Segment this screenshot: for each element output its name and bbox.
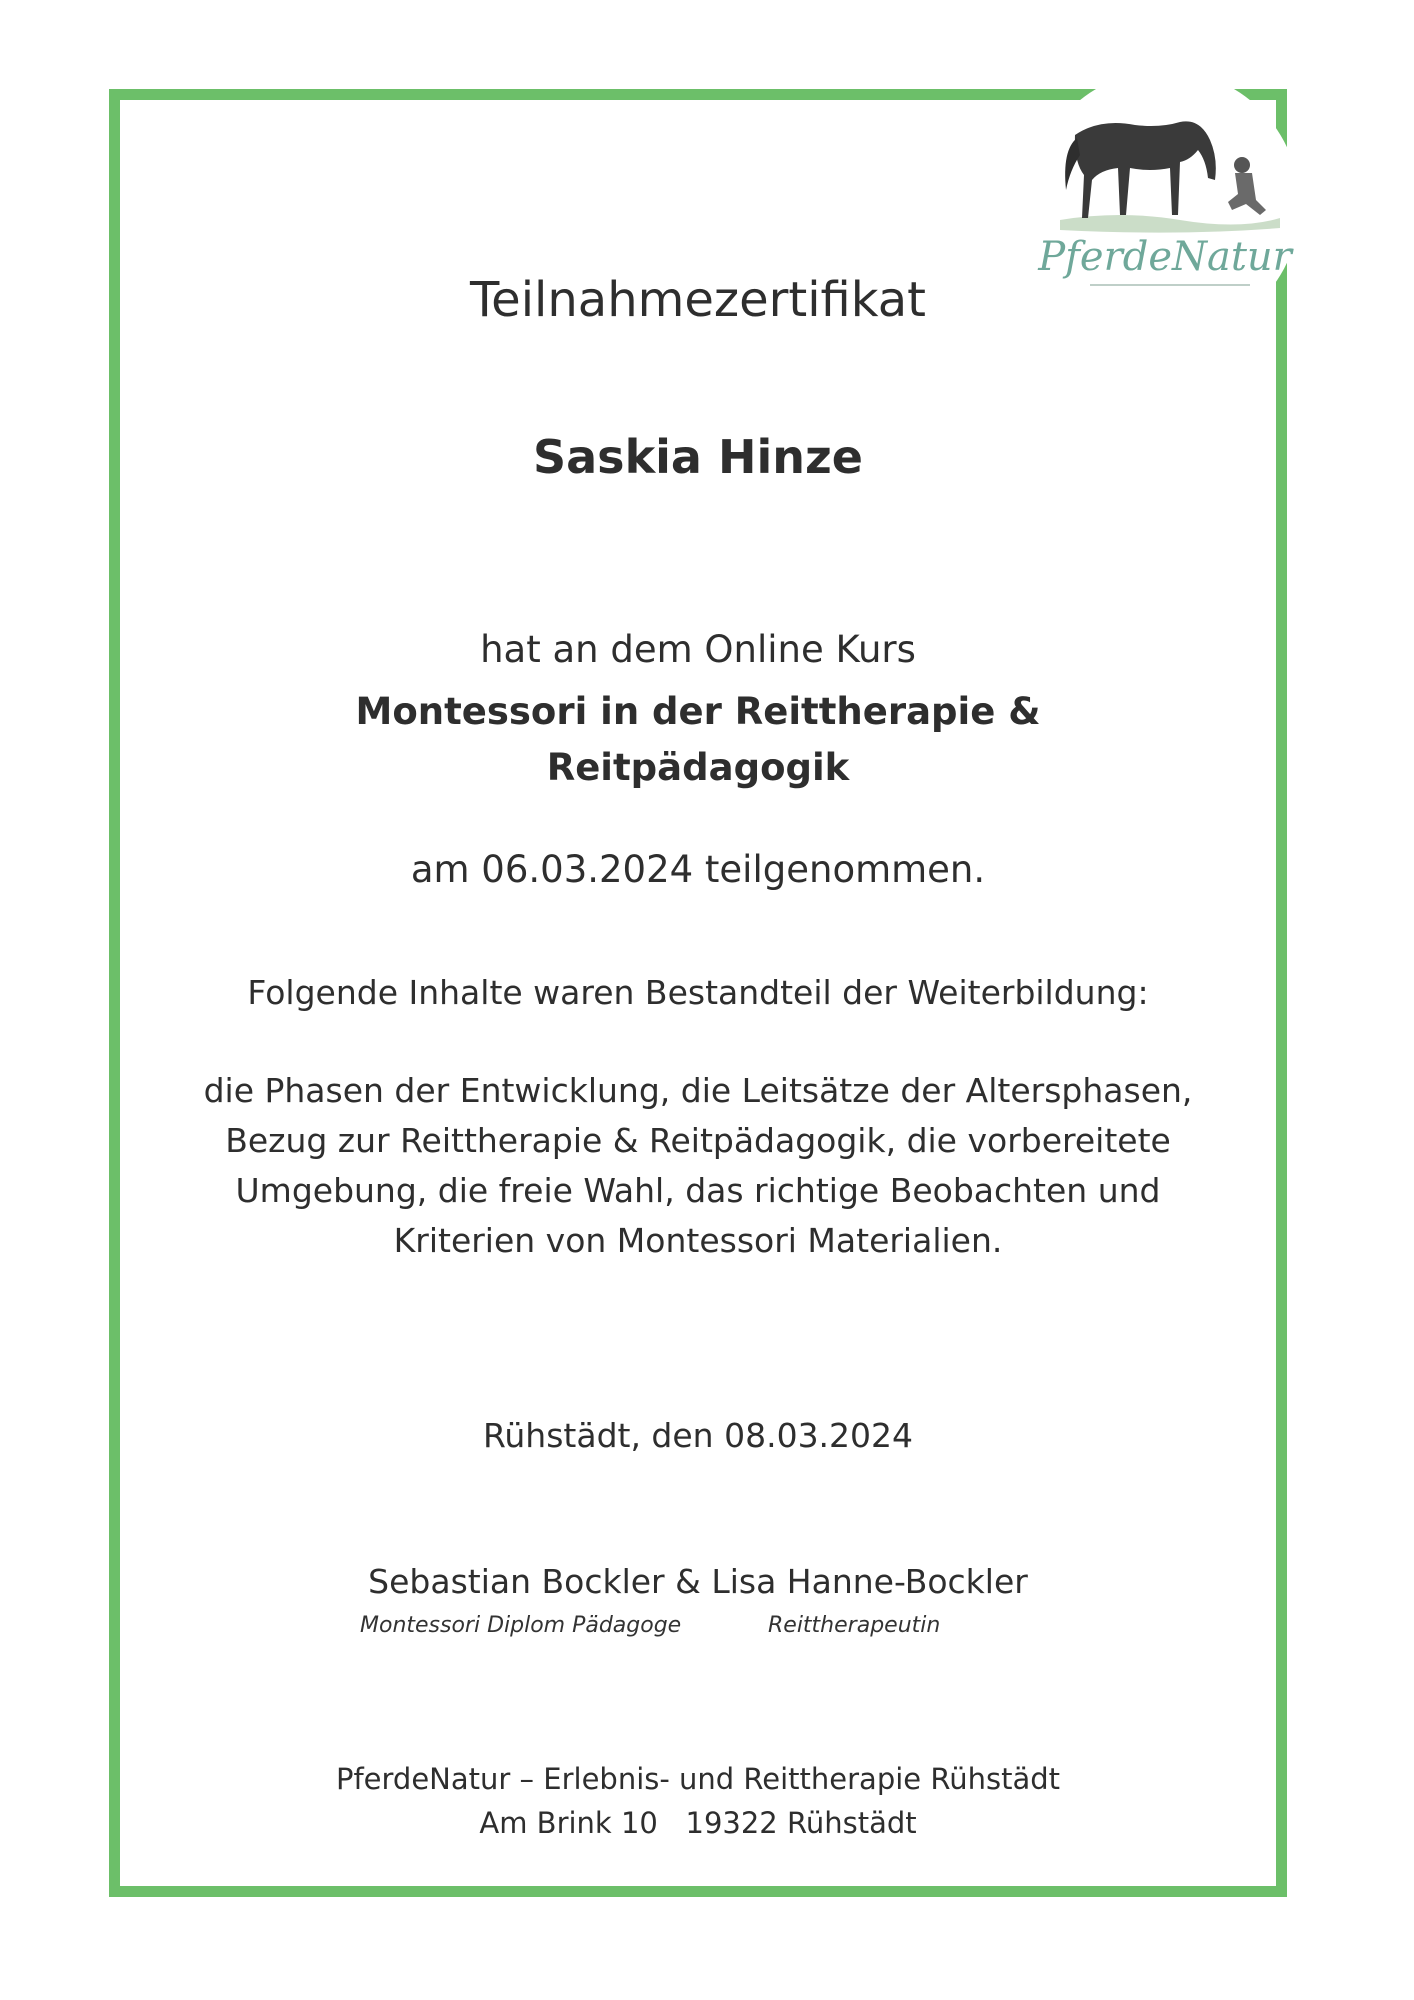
contents-line: Kriterien von Montessori Materialien. (393, 1221, 1003, 1260)
signers-names: Sebastian Bockler & Lisa Hanne-Bockler (368, 1562, 1028, 1601)
contents-text (109, 1066, 1287, 1266)
participant-name: Saskia Hinze (533, 430, 863, 484)
attendance-date: am 06.03.2024 teilgenommen. (410, 848, 986, 891)
course-title-line-1: Montessori in der Reittherapie & (355, 690, 1041, 733)
place-and-date: Rühstädt, den 08.03.2024 (482, 1416, 914, 1455)
footer-line-2: Am Brink 10 19322 Rühstädt (479, 1806, 917, 1840)
course-intro: hat an dem Online Kurs (480, 628, 916, 671)
signer-role-1: Montessori Diplom Pädagoge (360, 1613, 682, 1638)
logo-text: PferdeNatur (1038, 234, 1292, 280)
contents-line: Bezug zur Reittherapie & Reitpädagogik, die vorbereitete (225, 1121, 1171, 1160)
certificate-title: Teilnahmezertifikat (470, 272, 926, 328)
course-title (109, 684, 1287, 796)
contents-line: die Phasen der Entwicklung, die Leitsätze der Altersphasen, (203, 1071, 1193, 1110)
contents-heading: Folgende Inhalte waren Bestandteil der Weiterbildung: (247, 973, 1149, 1012)
signer-role-2: Reittherapeutin (768, 1613, 941, 1638)
footer-line-1: PferdeNatur – Erlebnis- und Reittherapie Rühstädt (335, 1762, 1060, 1796)
course-title-line-2: Reitpädagogik (546, 746, 850, 789)
footer-address (109, 1757, 1287, 1845)
contents-line: Umgebung, die freie Wahl, das richtige Beobachten und (235, 1171, 1161, 1210)
